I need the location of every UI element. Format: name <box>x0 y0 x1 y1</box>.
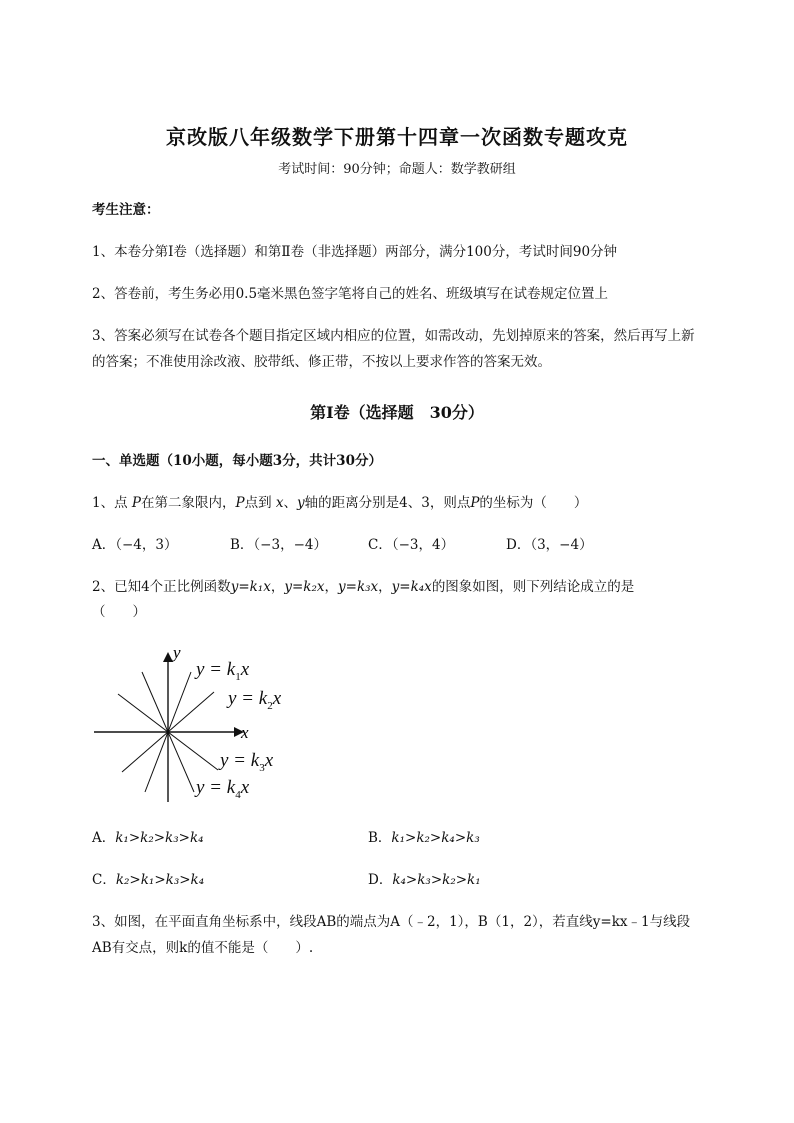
q2-option-c: C．k₂>k₁>k₃>k₄ <box>92 872 205 888</box>
question-2-stem-cont: （ ） <box>92 604 146 620</box>
notice-item-3-cont: 的答案；不准使用涂改液、胶带纸、修正带，不按以上要求作答的答案无效。 <box>92 354 551 370</box>
part-title: 一、单选题（10小题，每小题3分，共计30分） <box>92 453 382 469</box>
label-k4: $y = k_4x$ <box>196 777 250 801</box>
q2-option-b: B．k₁>k₂>k₄>k₃ <box>368 830 480 846</box>
notice-item-1: 1、本卷分第I卷（选择题）和第Ⅱ卷（非选择题）两部分，满分100分，考试时间90分钟 <box>92 244 618 260</box>
q1-option-a: A．（−4，3） <box>92 537 178 553</box>
page-title: 京改版八年级数学下册第十四章一次函数专题攻克 <box>166 125 628 149</box>
question-3-stem: 3、如图，在平面直角坐标系中，线段AB的端点为A（﹣2，1），B（1，2），若直线y=kx﹣1与线段 <box>92 914 691 930</box>
q1-option-d: D．（3，−4） <box>506 537 593 553</box>
section-title: 第I卷（选择题 30分） <box>310 403 484 422</box>
q1-option-c: C．（−3，4） <box>368 537 455 553</box>
q1-option-b: B．（−3，−4） <box>230 537 327 553</box>
question-1-stem: 1、点 P在第二象限内，P点到 x、y轴的距离分别是4、3，则点P的坐标为（ ） <box>92 495 588 511</box>
q2-option-a: A．k₁>k₂>k₃>k₄ <box>92 830 204 846</box>
notice-heading: 考生注意： <box>92 202 160 218</box>
label-k2: $y = k_2x$ <box>228 688 282 712</box>
x-axis-label: x <box>241 723 249 742</box>
notice-item-2: 2、答卷前，考生务必用0.5毫米黑色签字笔将自己的姓名、班级填写在试卷规定位置上 <box>92 286 609 302</box>
label-k3: $y = k_3x$ <box>220 750 274 774</box>
exam-subtitle: 考试时间：90分钟；命题人：数学教研组 <box>278 162 516 177</box>
label-k1: $y = k_1x$ <box>196 659 250 683</box>
notice-item-3: 3、答案必须写在试卷各个题目指定区域内相应的位置，如需改动，先划掉原来的答案，然后再写上新 <box>92 328 695 344</box>
proportional-functions-graph <box>90 640 305 810</box>
question-2-stem: 2、已知4个正比例函数y=k₁x，y=k₂x，y=k₃x，y=k₄x的图象如图，则下列结论成立的是 <box>92 579 635 595</box>
y-axis-label: y <box>173 643 181 662</box>
q2-option-d: D．k₄>k₃>k₂>k₁ <box>368 872 481 888</box>
question-3-stem-cont: AB有交点，则k的值不能是（ ）. <box>92 940 314 956</box>
